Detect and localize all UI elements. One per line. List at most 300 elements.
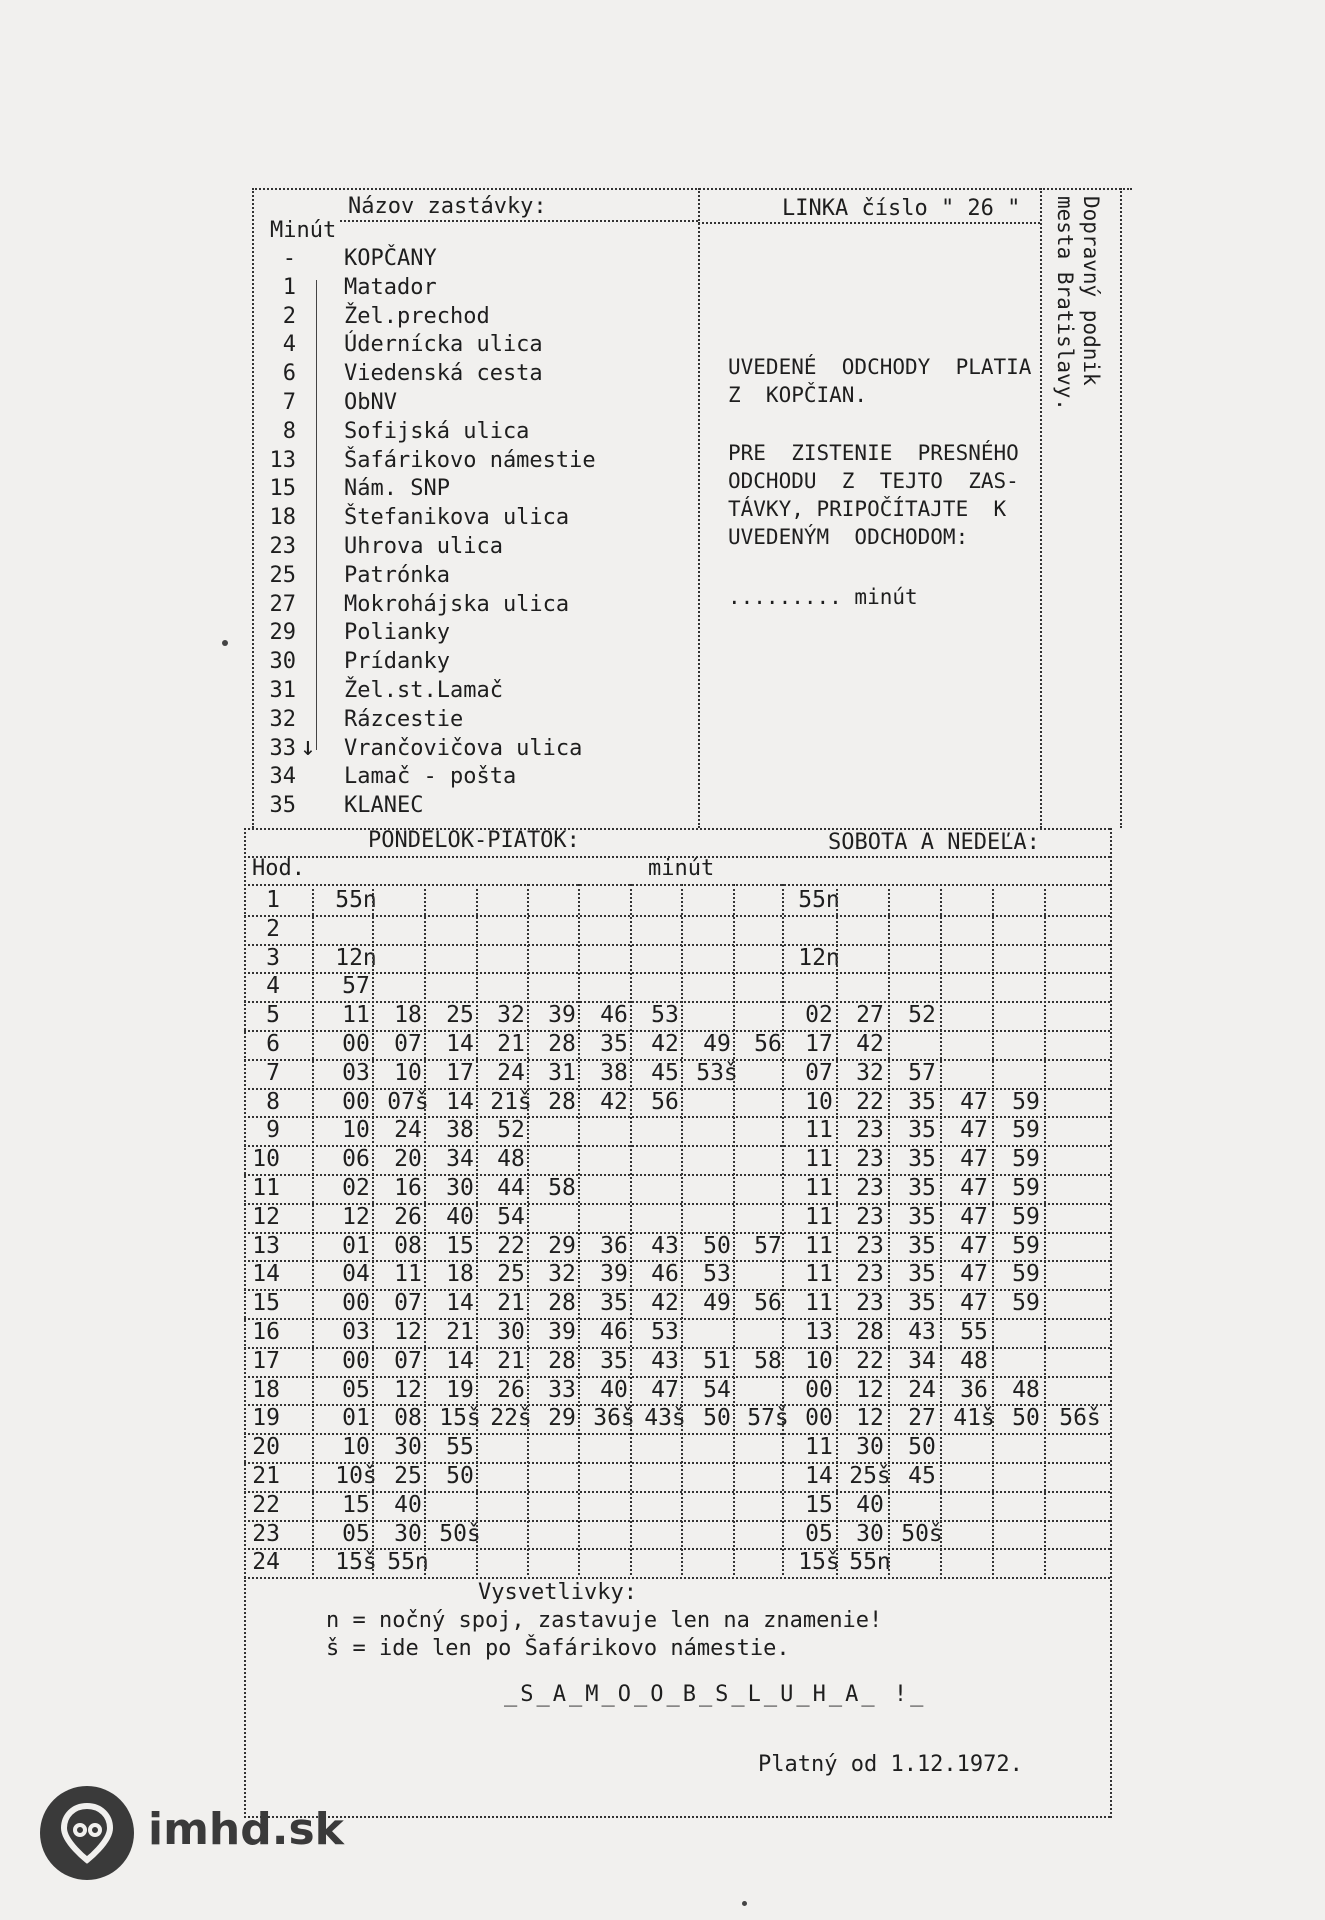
timetable-row	[250, 1433, 1110, 1462]
notice-line-1: UVEDENÉ ODCHODY PLATIA	[728, 355, 1032, 379]
weekend-departure: 30	[856, 1520, 884, 1547]
paper-speck	[742, 1901, 747, 1906]
weekend-departure: 11	[805, 1261, 833, 1288]
weekday-departure: 30	[394, 1520, 422, 1547]
stop-name: Údernícka ulica	[344, 332, 543, 358]
weekend-departure: 23	[856, 1290, 884, 1317]
timetable-column-divider	[372, 884, 374, 1575]
stop-minutes: 15	[269, 476, 296, 502]
timetable-row	[250, 1059, 1110, 1088]
weekday-departure: 30	[394, 1434, 422, 1461]
stop-row	[262, 734, 682, 763]
weekday-departure: 39	[548, 1319, 576, 1345]
timetable-row	[250, 972, 1110, 1001]
weekday-departure: 14	[446, 1290, 474, 1317]
weekend-departure: 59	[1012, 1203, 1040, 1230]
weekend-departure: 15	[805, 1491, 833, 1518]
timetable-row	[250, 1232, 1110, 1261]
weekday-departure: 26	[394, 1203, 422, 1230]
weekday-departure: 32	[497, 1002, 525, 1029]
minutes-header-label: minút	[648, 856, 715, 881]
weekday-departure: 46	[651, 1261, 679, 1288]
stop-row	[262, 561, 682, 590]
weekday-departure: 33	[548, 1376, 576, 1403]
weekend-departure: 40	[856, 1491, 884, 1518]
weekday-departure: 18	[446, 1261, 474, 1288]
weekday-departure: 55n	[387, 1549, 429, 1576]
weekday-departure: 57	[342, 973, 370, 1000]
weekday-departure: 21	[497, 1347, 525, 1374]
weekend-departure: 50š	[901, 1520, 943, 1547]
hour-cell: 21	[252, 1463, 280, 1489]
weekday-departure: 54	[497, 1203, 525, 1230]
stop-row	[262, 705, 682, 734]
timetable-column-divider	[424, 884, 426, 1575]
stop-row	[262, 359, 682, 388]
stop-name: Viedenská cesta	[344, 361, 543, 387]
weekday-departure: 18	[394, 1002, 422, 1029]
weekday-departure: 35	[600, 1290, 628, 1317]
weekday-departure: 52	[497, 1117, 525, 1144]
hour-cell: 16	[252, 1319, 280, 1345]
weekday-departure: 07š	[387, 1088, 429, 1115]
weekend-departure: 35	[908, 1088, 936, 1115]
weekday-departure: 22	[497, 1232, 525, 1259]
weekday-departure: 11	[342, 1002, 370, 1029]
weekend-label: SOBOTA A NEDEĽA:	[828, 830, 1040, 855]
weekend-departure: 02	[805, 1002, 833, 1029]
weekday-departure: 48	[497, 1146, 525, 1173]
weekend-departure: 47	[960, 1175, 988, 1201]
weekday-departure: 55	[446, 1434, 474, 1461]
legend-short-service: š = ide len po Šafárikovo námestie.	[326, 1636, 790, 1661]
weekday-departure: 21	[497, 1031, 525, 1057]
weekend-departure: 00	[805, 1405, 833, 1432]
weekend-departure: 59	[1012, 1117, 1040, 1144]
imhd-logo-text: imhd.sk	[148, 1804, 344, 1855]
weekend-departure: 05	[805, 1520, 833, 1547]
weekday-departure: 46	[600, 1319, 628, 1345]
frame-right-upper	[1120, 188, 1122, 828]
weekday-departure: 53	[703, 1261, 731, 1288]
stop-minutes: 32	[269, 706, 296, 732]
frame-left	[252, 188, 254, 828]
weekend-departure: 23	[856, 1175, 884, 1201]
weekend-departure: 35	[908, 1290, 936, 1317]
weekday-departure: 36š	[593, 1405, 635, 1432]
weekday-departure: 05	[342, 1376, 370, 1403]
weekday-departure: 00	[342, 1031, 370, 1057]
stop-name: Nám. SNP	[344, 476, 450, 502]
weekend-departure: 10	[805, 1347, 833, 1374]
stop-minutes: 6	[282, 361, 296, 387]
weekday-departure: 20	[394, 1146, 422, 1173]
weekend-departure: 11	[805, 1175, 833, 1201]
stop-row	[262, 273, 682, 302]
timetable-row	[250, 1548, 1110, 1577]
weekday-departure: 39	[548, 1002, 576, 1029]
notice-line-6: UVEDENÝM ODCHODOM:	[728, 525, 969, 549]
weekday-departure: 50	[446, 1463, 474, 1489]
weekend-departure: 11	[805, 1290, 833, 1317]
timetable-row	[250, 1404, 1110, 1433]
legend-night-service: n = nočný spoj, zastavuje len na znamenie!	[326, 1608, 883, 1633]
stop-minutes: 13	[269, 447, 296, 473]
weekday-departure: 53	[651, 1319, 679, 1345]
paper-speck	[222, 640, 228, 646]
weekend-departure: 47	[960, 1261, 988, 1288]
stop-minutes: 8	[282, 418, 296, 444]
notice-line-7: ......... minút	[728, 585, 918, 609]
timetable-column-divider	[527, 884, 529, 1575]
timetable-column-divider	[312, 884, 314, 1575]
weekday-departure: 56	[754, 1031, 782, 1057]
weekday-departure: 53	[651, 1002, 679, 1029]
weekend-departure: 13	[805, 1319, 833, 1345]
hour-cell: 18	[252, 1376, 280, 1403]
stop-row	[262, 417, 682, 446]
timetable-column-divider	[782, 884, 784, 1575]
weekday-departure: 58	[754, 1347, 782, 1374]
stop-minutes: 1	[282, 274, 296, 300]
frame-top	[252, 188, 1132, 190]
hour-cell: 22	[252, 1491, 280, 1518]
timetable-row	[250, 1174, 1110, 1203]
weekend-departure: 59	[1012, 1232, 1040, 1259]
weekday-departure: 01	[342, 1405, 370, 1432]
hour-cell: 6	[266, 1031, 280, 1057]
timetable-row	[250, 1203, 1110, 1232]
stop-minutes: 35	[269, 793, 296, 819]
weekday-departure: 43	[651, 1347, 679, 1374]
weekday-departure: 25	[497, 1261, 525, 1288]
weekend-departure: 42	[856, 1031, 884, 1057]
hour-cell: 23	[252, 1520, 280, 1547]
legend-title: Vysvetlivky:	[478, 1580, 637, 1605]
stop-name: ObNV	[344, 390, 397, 415]
timetable-column-divider	[733, 884, 735, 1575]
weekday-departure: 14	[446, 1347, 474, 1374]
weekday-departure: 28	[548, 1290, 576, 1317]
weekend-departure: 41š	[953, 1405, 995, 1432]
hour-cell: 20	[252, 1434, 280, 1461]
weekday-departure: 04	[342, 1261, 370, 1288]
weekend-departure: 28	[856, 1319, 884, 1345]
weekend-departure: 10	[805, 1088, 833, 1115]
stop-row	[262, 791, 682, 820]
weekend-departure: 23	[856, 1146, 884, 1173]
weekday-departure: 10	[342, 1434, 370, 1461]
weekend-departure: 47	[960, 1290, 988, 1317]
weekend-departure: 14	[805, 1463, 833, 1489]
hour-cell: 19	[252, 1405, 280, 1432]
down-arrow-icon: ↓	[300, 732, 316, 762]
weekend-departure: 34	[908, 1347, 936, 1374]
self-service-notice: _S_A_M_O_O_B_S_L_U_H_A_ !_	[504, 1682, 927, 1707]
weekend-departure: 12	[856, 1376, 884, 1403]
weekend-departure: 23	[856, 1203, 884, 1230]
location-pin-icon	[40, 1786, 134, 1880]
stop-name: Šafárikovo námestie	[344, 447, 596, 473]
weekend-departure: 47	[960, 1146, 988, 1173]
weekday-departure: 28	[548, 1088, 576, 1115]
weekday-departure: 28	[548, 1031, 576, 1057]
stop-name: Vrančovičova ulica	[344, 735, 583, 761]
weekday-departure: 19	[446, 1376, 474, 1403]
timetable-row	[250, 1289, 1110, 1318]
weekday-departure: 42	[600, 1088, 628, 1115]
weekday-departure: 07	[394, 1290, 422, 1317]
weekday-departure: 12	[394, 1319, 422, 1345]
stop-minutes: 27	[269, 591, 296, 617]
weekday-departure: 25	[446, 1002, 474, 1029]
weekday-departure: 28	[548, 1347, 576, 1374]
weekend-departure: 47	[960, 1203, 988, 1230]
weekend-departure: 23	[856, 1232, 884, 1259]
timetable-column-divider	[630, 884, 632, 1575]
weekday-departure: 10	[394, 1059, 422, 1086]
hour-cell: 17	[252, 1347, 280, 1374]
weekday-departure: 50	[703, 1405, 731, 1432]
stop-name: Rázcestie	[344, 706, 464, 732]
weekend-departure: 11	[805, 1232, 833, 1259]
divider-stops-notice	[698, 188, 700, 828]
weekday-departure: 15	[446, 1232, 474, 1259]
weekend-departure: 55	[960, 1319, 988, 1345]
weekday-departure: 43	[651, 1232, 679, 1259]
hour-cell: 1	[266, 887, 280, 913]
weekday-departure: 56	[754, 1290, 782, 1317]
notice-line-3: PRE ZISTENIE PRESNÉHO	[728, 441, 1019, 465]
weekday-departure: 51	[703, 1347, 731, 1374]
weekday-departure: 42	[651, 1290, 679, 1317]
hour-cell: 8	[266, 1088, 280, 1115]
hour-cell: 11	[252, 1175, 280, 1201]
weekend-departure: 50	[1012, 1405, 1040, 1432]
weekday-departure: 31	[548, 1059, 576, 1086]
stop-row	[262, 590, 682, 619]
weekday-departure: 57	[754, 1232, 782, 1259]
weekday-departure: 49	[703, 1290, 731, 1317]
weekday-departure: 46	[600, 1002, 628, 1029]
stop-row	[262, 647, 682, 676]
weekend-departure: 59	[1012, 1175, 1040, 1201]
timetable-row	[250, 944, 1110, 973]
weekday-departure: 15š	[439, 1405, 481, 1432]
timetable-row	[250, 1001, 1110, 1030]
hour-cell: 2	[266, 915, 280, 942]
stop-name: KLANEC	[344, 793, 424, 819]
weekend-departure: 11	[805, 1146, 833, 1173]
notice-line-5: TÁVKY, PRIPOČÍTAJTE K	[728, 497, 1007, 521]
stop-row	[262, 302, 682, 331]
weekday-departure: 22š	[490, 1405, 532, 1432]
weekday-departure: 17	[446, 1059, 474, 1086]
timetable-column-divider	[940, 884, 942, 1575]
weekend-departure: 32	[856, 1059, 884, 1086]
timetable-row	[250, 1491, 1110, 1520]
header-underline	[340, 220, 698, 222]
weekend-departure: 47	[960, 1117, 988, 1144]
hour-cell: 9	[266, 1117, 280, 1144]
weekday-departure: 00	[342, 1347, 370, 1374]
weekend-departure: 50	[908, 1434, 936, 1461]
valid-from: Platný od 1.12.1972.	[758, 1752, 1023, 1777]
weekday-departure: 47	[651, 1376, 679, 1403]
stop-row	[262, 532, 682, 561]
frame-left-lower	[244, 828, 246, 1818]
hour-cell: 15	[252, 1290, 280, 1317]
stop-row	[262, 244, 682, 273]
weekday-departure: 57š	[747, 1405, 789, 1432]
hour-column-label: Hod.	[252, 856, 305, 881]
weekday-departure: 12	[342, 1203, 370, 1230]
weekday-departure: 08	[394, 1405, 422, 1432]
weekday-departure: 21	[497, 1290, 525, 1317]
frame-right-lower	[1110, 828, 1112, 1818]
weekend-departure: 22	[856, 1088, 884, 1115]
weekend-departure: 43	[908, 1319, 936, 1345]
stop-minutes: -	[282, 246, 296, 271]
hour-cell: 14	[252, 1261, 280, 1288]
notice-line-2: Z KOPČIAN.	[728, 383, 868, 407]
weekday-departure: 45	[651, 1059, 679, 1086]
minutes-column-label: Minút	[270, 218, 337, 243]
weekend-departure: 07	[805, 1059, 833, 1086]
weekend-departure: 11	[805, 1203, 833, 1230]
weekday-label: PONDELOK-PIATOK:	[368, 828, 580, 853]
weekend-departure: 35	[908, 1146, 936, 1173]
hour-cell: 4	[266, 973, 280, 1000]
stop-sequence-line	[316, 280, 317, 750]
weekend-departure: 35	[908, 1175, 936, 1201]
timetable-column-divider	[836, 884, 838, 1575]
line-number-label: LINKA číslo " 26 "	[782, 196, 1021, 221]
weekend-departure: 59	[1012, 1088, 1040, 1115]
weekend-departure: 25š	[849, 1463, 891, 1489]
weekend-departure: 17	[805, 1031, 833, 1057]
weekday-departure: 29	[548, 1232, 576, 1259]
timetable-row	[250, 1520, 1110, 1549]
weekend-departure: 11	[805, 1434, 833, 1461]
stop-minutes: 18	[269, 505, 296, 531]
weekend-departure: 48	[1012, 1376, 1040, 1403]
weekday-departure: 14	[446, 1088, 474, 1115]
timetable-row-divider	[244, 1577, 1110, 1579]
stop-minutes: 31	[269, 678, 296, 703]
weekday-departure: 12	[394, 1376, 422, 1403]
line-header-underline	[698, 222, 1040, 224]
divider-notice-operator	[1040, 188, 1042, 828]
weekend-departure: 57	[908, 1059, 936, 1086]
weekend-departure: 23	[856, 1117, 884, 1144]
weekend-departure: 56š	[1059, 1405, 1101, 1432]
timetable-column-divider	[888, 884, 890, 1575]
weekday-departure: 14	[446, 1031, 474, 1057]
weekday-departure: 15	[342, 1491, 370, 1518]
weekday-departure: 55n	[335, 887, 377, 913]
stop-name: Prídanky	[344, 649, 450, 675]
timetable-column-divider	[476, 884, 478, 1575]
operator-name: Dopravný podnik mesta Bratislavy.	[1053, 196, 1103, 411]
stop-minutes: 34	[269, 764, 296, 790]
weekend-departure: 27	[908, 1405, 936, 1432]
stop-row	[262, 330, 682, 359]
stop-minutes: 33	[269, 735, 296, 761]
timetable-row	[250, 1145, 1110, 1174]
timetable-column-divider	[578, 884, 580, 1575]
timetable-row	[250, 886, 1110, 915]
weekday-departure: 06	[342, 1146, 370, 1173]
stop-minutes: 29	[269, 620, 296, 646]
weekday-departure: 26	[497, 1376, 525, 1403]
weekend-departure: 12	[856, 1405, 884, 1432]
hour-cell: 24	[252, 1549, 280, 1576]
weekend-departure: 45	[908, 1463, 936, 1489]
hour-cell: 7	[266, 1059, 280, 1086]
weekday-departure: 24	[394, 1117, 422, 1144]
weekend-departure: 59	[1012, 1261, 1040, 1288]
weekend-departure: 47	[960, 1232, 988, 1259]
stop-name: Lamač - pošta	[344, 764, 517, 790]
weekday-departure: 25	[394, 1463, 422, 1489]
stop-name: Mokrohájska ulica	[344, 591, 570, 617]
weekday-departure: 30	[497, 1319, 525, 1345]
stop-minutes: 25	[269, 562, 296, 588]
weekend-departure: 35	[908, 1117, 936, 1144]
weekend-departure: 35	[908, 1203, 936, 1230]
timetable-row	[250, 1116, 1110, 1145]
stop-name: KOPČANY	[344, 246, 437, 271]
weekday-departure: 40	[600, 1376, 628, 1403]
frame-bottom	[244, 1816, 1110, 1818]
weekday-departure: 34	[446, 1146, 474, 1173]
weekday-departure: 39	[600, 1261, 628, 1288]
stop-minutes: 4	[282, 332, 296, 358]
weekend-departure: 59	[1012, 1146, 1040, 1173]
weekend-departure: 48	[960, 1347, 988, 1374]
stop-name-label: Názov zastávky:	[348, 194, 547, 219]
stop-minutes: 7	[282, 390, 296, 415]
weekday-departure: 00	[342, 1088, 370, 1115]
weekday-departure: 05	[342, 1520, 370, 1547]
weekend-departure: 47	[960, 1088, 988, 1115]
weekday-departure: 42	[651, 1031, 679, 1057]
weekday-departure: 38	[600, 1059, 628, 1086]
timetable-row	[250, 1462, 1110, 1491]
weekend-departure: 35	[908, 1261, 936, 1288]
stop-minutes: 23	[269, 534, 296, 559]
hour-cell: 13	[252, 1232, 280, 1259]
stop-row	[262, 446, 682, 475]
weekend-departure: 15š	[798, 1549, 840, 1576]
stop-name: Žel.st.Lamač	[344, 678, 503, 703]
hour-cell: 12	[252, 1203, 280, 1230]
weekend-departure: 36	[960, 1376, 988, 1403]
stop-name: Sofijská ulica	[344, 418, 530, 444]
weekday-departure: 30	[446, 1175, 474, 1201]
timetable-column-divider	[1044, 884, 1046, 1575]
stop-name: Polianky	[344, 620, 450, 646]
weekend-departure: 35	[908, 1232, 936, 1259]
stop-name: Štefanikova ulica	[344, 505, 570, 531]
stop-name: Žel.prechod	[344, 303, 490, 329]
weekday-departure: 11	[394, 1261, 422, 1288]
weekday-departure: 10š	[335, 1463, 377, 1489]
weekday-departure: 43š	[644, 1405, 686, 1432]
timetable-row	[250, 1030, 1110, 1059]
weekend-departure: 27	[856, 1002, 884, 1029]
